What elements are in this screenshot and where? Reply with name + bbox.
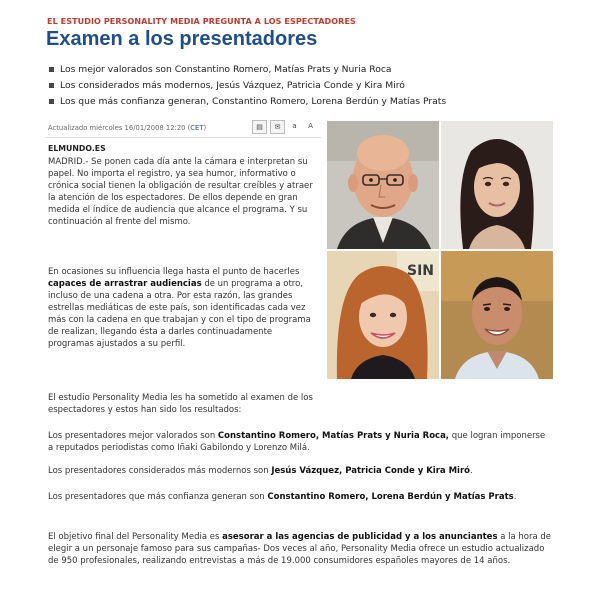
body-paragraph: El estudio Personality Media les ha sometido al examen de los espectadores y estos han sido los resultados: xyxy=(48,393,313,415)
article-kicker: EL ESTUDIO PERSONALITY MEDIA PREGUNTA A LOS ESPECTADORES xyxy=(47,17,356,26)
photo-presenter-2 xyxy=(441,121,553,249)
email-icon[interactable]: ✉ xyxy=(270,120,285,134)
body-paragraph: En ocasiones su influencia llega hasta el punto de hacerles capaces de arrastrar audiencias de un programa a otro, incluso de una cadena a otra. Por esta razón, las grandes estrellas mediáticas de este país, son identificadas cada vez más con la cadena en que trabajan y con el tipo de programa de realizan, llegando ésta a darles continuadamente programas ajustados a su perfil. xyxy=(48,267,311,349)
summary-text: Los que más confianza generan, Constantino Romero, Lorena Berdún y Matías Prats xyxy=(60,96,447,107)
article-toolbar xyxy=(252,120,317,134)
photo-presenter-4 xyxy=(441,251,553,379)
update-timestamp: Actualizado miércoles 16/01/2008 12:20 (CET) xyxy=(48,124,207,132)
summary-text: Los considerados más modernos, Jesús Vázquez, Patricia Conde y Kira Miró xyxy=(60,80,405,91)
bullet-icon xyxy=(49,99,54,104)
bullet-icon xyxy=(49,83,54,88)
body-paragraph: Los presentadores considerados más modernos son Jesús Vázquez, Patricia Conde y Kira Miró. xyxy=(48,466,473,476)
summary-text: Los mejor valorados son Constantino Romero, Matías Prats y Nuria Roca xyxy=(60,64,392,75)
article-title: Examen a los presentadores xyxy=(46,28,318,50)
font-decrease-button[interactable]: a xyxy=(292,122,297,130)
timezone-link[interactable]: CET xyxy=(190,124,204,132)
list-item xyxy=(49,62,446,78)
body-paragraph: Los presentadores que más confianza generan son Constantino Romero, Lorena Berdún y Matías Prats. xyxy=(48,492,517,502)
print-icon[interactable]: ▤ xyxy=(252,120,267,134)
presenters-photo-collage xyxy=(327,121,553,379)
summary-list xyxy=(49,62,446,110)
body-paragraph: Los presentadores mejor valorados son Constantino Romero, Matías Prats y Nuria Roca, que logran imponerse a reputados periodistas como Iñaki Gabilondo y Lorenzo Milá. xyxy=(48,431,546,453)
font-increase-button[interactable]: A xyxy=(308,122,313,130)
photo-presenter-1 xyxy=(327,121,439,249)
body-paragraph: El objetivo final del Personality Media es asesorar a las agencias de publicidad y a los anunciantes a la hora de elegir a un personaje famoso para sus campañas- Dos veces al año, Personality Media ofrece un estudio actualizado de 950 profesionales, realizando entrevistas a más de 19.000 consumidores españoles mayores de 14 años. xyxy=(48,532,552,566)
photo-presenter-3 xyxy=(327,251,439,379)
list-item xyxy=(49,94,446,110)
bullet-icon xyxy=(49,67,54,72)
photo-background-text: SIN xyxy=(407,263,435,279)
lead-paragraph: MADRID.- Se ponen cada día ante la cámara e interpretan su papel. No importa el registro, ya sea humor, informativo o crónica social tienen la obligación de resultar creíbles y atraer la atención de los espectadores. De ellos depende en gran medida el índice de audiencia que alcance el programa. Y su continuación al frente del mismo. xyxy=(48,157,313,227)
list-item xyxy=(49,78,446,94)
divider xyxy=(46,137,321,138)
source-label: ELMUNDO.ES xyxy=(48,144,106,153)
